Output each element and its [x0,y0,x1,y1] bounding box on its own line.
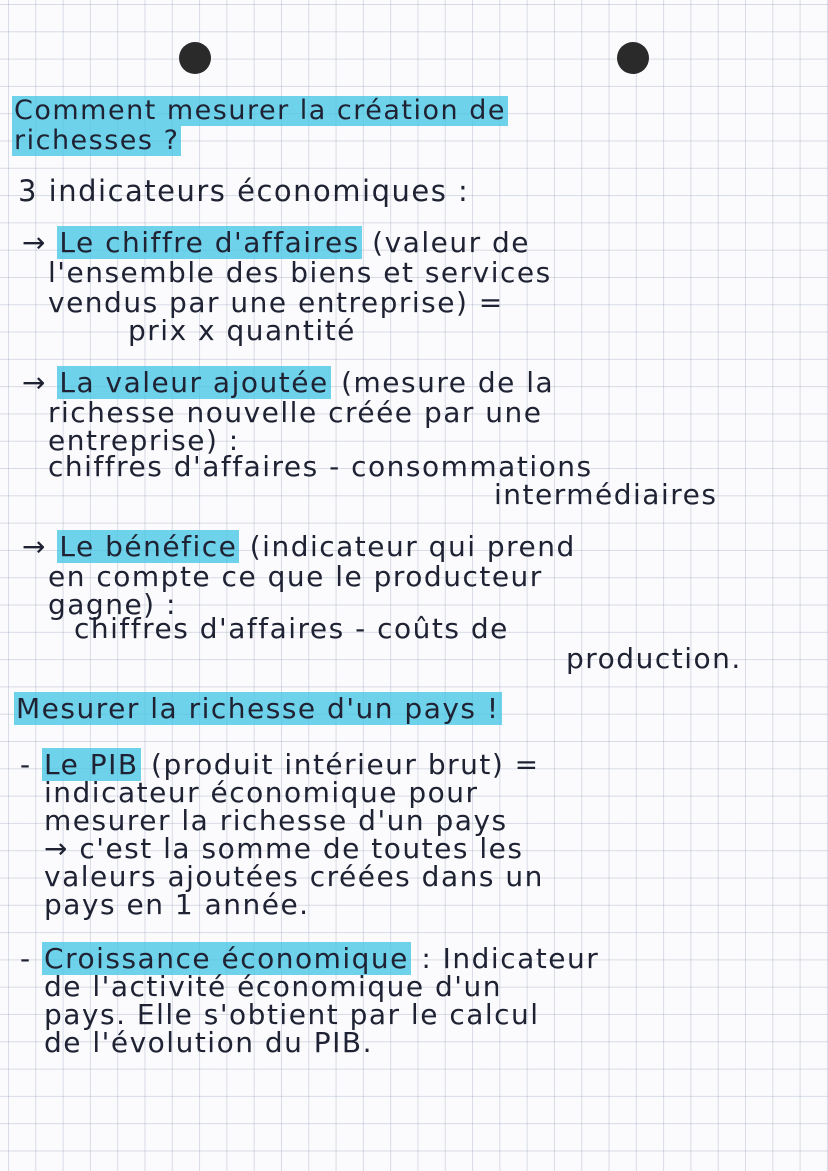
arrow-icon: → [22,366,47,399]
ben-line-1 [22,532,576,562]
va-def-2: richesse nouvelle créée par une [48,396,543,429]
pib-def-2: indicateur économique pour [44,776,479,809]
ben-def-1: (indicateur qui prend [249,530,576,563]
pib-def-4: → c'est la somme de toutes les [44,832,524,865]
pib-def-1: (produit intérieur brut) = [151,748,540,781]
ca-line-1 [22,228,530,258]
ben-def-2: en compte ce que le producteur [48,560,543,593]
croissance-def-1: : Indicateur [421,942,600,975]
arrow-icon: → [22,226,47,259]
pib-term: Le PIB [44,748,139,781]
va-def-1: (mesure de la [341,366,555,399]
croissance-def-2: de l'activité économique d'un [44,970,502,1003]
binder-hole-left [179,42,211,74]
ca-def-2: l'ensemble des biens et services [48,256,552,289]
pib-def-6: pays en 1 année. [44,888,310,921]
arrow-icon: → [22,530,47,563]
ca-def-1: (valeur de [372,226,530,259]
va-formula-2: intermédiaires [494,478,718,511]
va-formula-1: chiffres d'affaires - consommations [48,450,593,483]
binder-hole-right [617,42,649,74]
section-heading-pays [14,694,502,724]
ben-term: Le bénéfice [59,530,238,563]
croissance-def-4: de l'évolution du PIB. [44,1026,374,1059]
dash-bullet: - [20,748,32,781]
title-line-1: Comment mesurer la création de [14,95,506,126]
ca-term: Le chiffre d'affaires [59,226,360,259]
va-term: La valeur ajoutée [59,366,329,399]
ben-formula-2: production. [566,642,742,675]
ca-formula: prix x quantité [128,314,356,347]
ben-def-3: gagne) : [48,588,177,621]
page-title [12,96,508,156]
intro-heading: 3 indicateurs économiques : [18,174,470,208]
dash-bullet: - [20,942,32,975]
croissance-term: Croissance économique [44,942,409,975]
section2-title: Mesurer la richesse d'un pays ! [16,692,500,725]
pib-def-5: valeurs ajoutées créées dans un [44,860,544,893]
ben-formula-1: chiffres d'affaires - coûts de [74,612,509,645]
title-line-2: richesses ? [14,125,180,156]
va-def-3: entreprise) : [48,424,240,457]
croissance-def-3: pays. Elle s'obtient par le calcul [44,998,540,1031]
ca-def-3: vendus par une entreprise) = [48,286,504,319]
pib-def-3: mesurer la richesse d'un pays [44,804,508,837]
va-line-1 [22,368,554,398]
